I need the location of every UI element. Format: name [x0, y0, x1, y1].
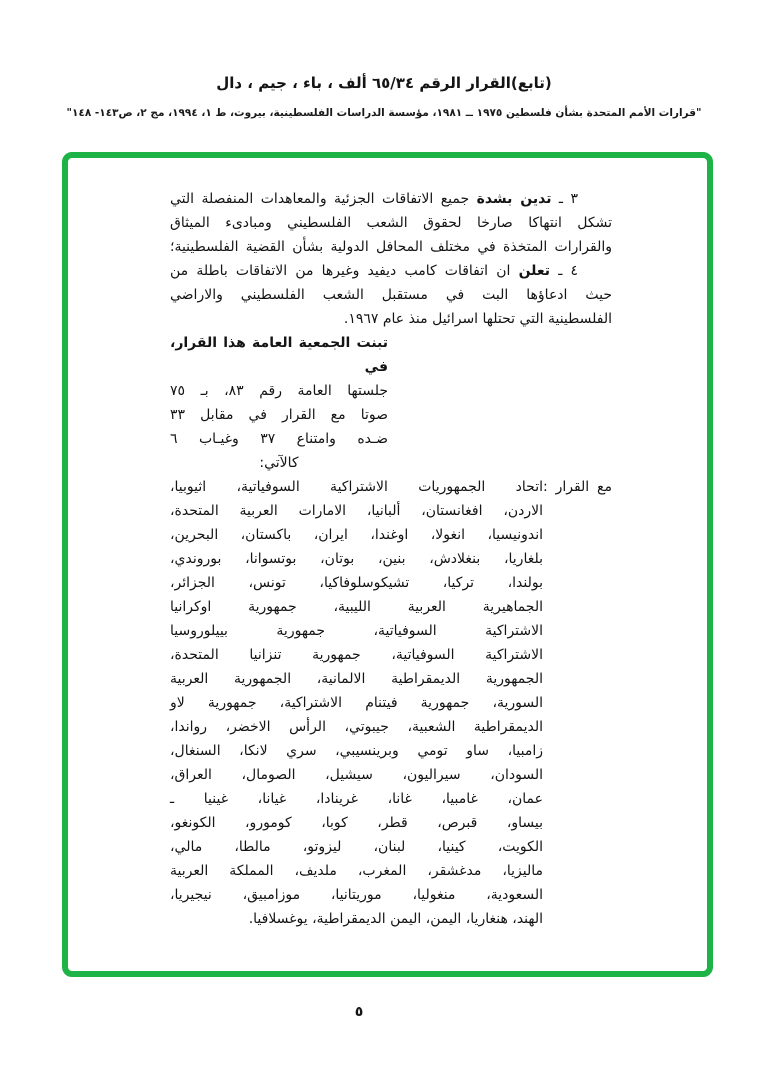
adoption-statement	[170, 331, 388, 475]
resolution-title: (تابع)القرار الرقم ٦٥/٣٤ ألف ، باء ، جيم ، دال	[216, 74, 552, 92]
clause-lead-bold: تدين بشدة	[476, 191, 552, 207]
text-line: اندونيسيا، انغولا، اوغندا، ايران، باكستان، البحرين،	[170, 527, 543, 543]
text-line: الديمقراطية الشعبية، جيبوتي، الرأس الاخضر، رواندا،	[170, 719, 543, 735]
page-number: ٥	[354, 1004, 364, 1020]
text-line: جلستها العامة رقم ٨٣، بـ ٧٥	[170, 383, 388, 399]
vote-with-section	[170, 475, 612, 931]
source-citation: "قرارات الأمم المتحدة بشأن فلسطين ١٩٧٥ ــ ١٩٨١، مؤسسة الدراسات الفلسطينية، بيروت، ط ١، ١٩٩٤، مج ٢، ص١٤٣- ١٤٨"	[66, 107, 702, 119]
text-line: الاشتراكية السوفياتية، جمهورية تنزانيا المتحدة،	[170, 647, 543, 663]
text-line: بلغاريا، بنغلادش، بنين، بوتان، بوتسوانا، بوروندي،	[170, 551, 543, 567]
text-line	[170, 259, 612, 283]
clause-4-lines	[170, 283, 612, 307]
text-line: تبنت الجمعية العامة هذا القرار، في	[170, 335, 388, 375]
text-line: بيساو، قبرص، قطر، كوبا، كومورو، الكونغو،	[170, 815, 543, 831]
text-line: الاشتراكية السوفياتية، جمهورية بييلوروسيا	[170, 623, 543, 639]
vote-with-country-list	[170, 475, 543, 931]
text-line: الهند، هنغاريا، اليمن، اليمن الديمقراطية، يوغسلافيا.	[248, 911, 543, 927]
text-line: حيث ادعاؤها البت في مستقبل الشعب الفلسطيني والاراضي	[170, 287, 612, 303]
text-line: الفلسطينية التي تحتلها اسرائيل منذ عام ١٩٦٧.	[343, 311, 612, 327]
clause-first-line-rest: جميع الاتفاقات الجزئية والمعاهدات المنفصلة التي	[170, 191, 470, 207]
clause-number: ٣ ـ	[558, 191, 578, 207]
adoption-lines	[170, 331, 388, 451]
text-line: الاردن، افغانستان، ألبانيا، الامارات العربية المتحدة،	[170, 503, 543, 519]
clause-3-lines	[170, 211, 612, 259]
clause-first-line-rest: ان اتفاقات كامب ديفيد وغيرها من الاتفاقات باطلة من	[170, 263, 511, 279]
text-line: عمان، غامبيا، غانا، غرينادا، غيانا، غينيا ـ	[170, 791, 543, 807]
resolution-text-block	[170, 187, 612, 931]
clause-lead-bold: تعلن	[518, 263, 551, 279]
text-line: الجماهيرية العربية الليبية، جمهورية اوكرانيا	[170, 599, 543, 615]
text-line: ماليزيا، مدغشقر، المغرب، ملديف، المملكة العربية	[170, 863, 543, 879]
text-line: الجمهورية الديمقراطية الالمانية، الجمهورية العربية	[170, 671, 543, 687]
text-line: بولندا، تركيا، تشيكوسلوفاكيا، تونس، الجزائر،	[170, 575, 543, 591]
text-line	[170, 187, 612, 211]
vote-with-label: مع القرار :	[543, 479, 612, 495]
text-line: والقرارات المتخذة في مختلف المحافل الدولية بشأن القضية الفلسطينية؛	[170, 239, 612, 255]
text-line: اتحاد الجمهوريات الاشتراكية السوفياتية، اثيوبيا،	[170, 479, 543, 495]
text-line: تشكل انتهاكا صارخا لحقوق الشعب الفلسطيني ومبادىء الميثاق	[170, 215, 612, 231]
clause-3-paragraph	[170, 187, 612, 259]
text-line: السودان، سيراليون، سيشيل، الصومال، العراق،	[170, 767, 543, 783]
clause-4-paragraph	[170, 259, 612, 331]
clause-number: ٤ ـ	[558, 263, 579, 279]
text-line: صوتا مع القرار في مقابل ٣٣	[170, 407, 388, 423]
text-line: كالآتي:	[259, 455, 299, 471]
country-list-lines	[170, 475, 543, 907]
text-line: السورية، جمهورية فيتنام الاشتراكية، جمهورية لاو	[170, 695, 543, 711]
text-line: ضـده وامتناع ٣٧ وغيـاب ٦	[170, 431, 388, 447]
text-line: زامبيا، ساو تومي وبرينسيبي، سري لانكا، السنغال،	[170, 743, 543, 759]
text-line: الكويت، كينيا، لبنان، ليزوتو، مالطا، مالي،	[170, 839, 543, 855]
text-line: السعودية، منغوليا، موريتانيا، موزامبيق، نيجيريا،	[170, 887, 543, 903]
